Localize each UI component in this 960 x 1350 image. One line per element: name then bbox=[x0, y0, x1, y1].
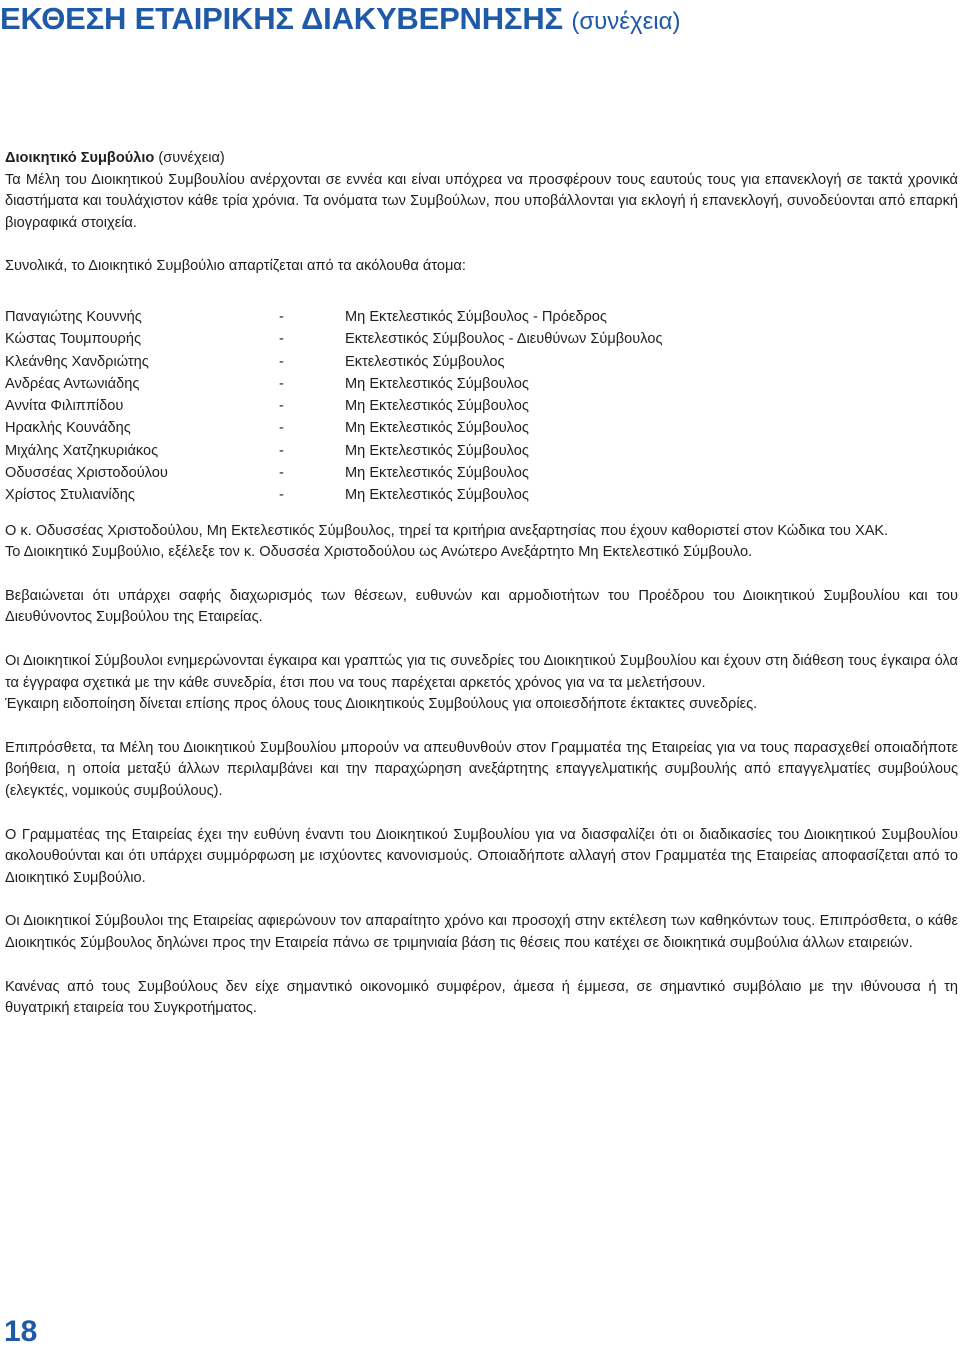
section-heading-suffix: (συνέχεια) bbox=[158, 150, 225, 166]
board-members-list bbox=[5, 306, 958, 507]
member-role: Μη Εκτελεστικός Σύμβουλος bbox=[345, 442, 529, 459]
board-member-row bbox=[5, 373, 958, 395]
member-name: Αννίτα Φιλιππίδου bbox=[5, 398, 124, 415]
member-name: Οδυσσέας Χριστοδούλου bbox=[5, 465, 168, 482]
member-dash: - bbox=[279, 353, 284, 370]
section-heading-text: Διοικητικό Συμβούλιο bbox=[5, 150, 155, 166]
member-name: Κλεάνθης Χανδριώτης bbox=[5, 353, 149, 370]
board-member-row bbox=[5, 417, 958, 439]
paragraph-independence bbox=[5, 521, 958, 564]
member-dash: - bbox=[279, 398, 284, 415]
member-role: Μη Εκτελεστικός Σύμβουλος bbox=[345, 487, 529, 504]
paragraph-board-composition: Τα Μέλη του Διοικητικού Συμβουλίου ανέρχονται σε εννέα και είναι υπόχρεα να προσφέρουν τους εαυτούς τους για επανεκλογή σε τακτά χρονικά διαστήματα και τουλάχιστον κάθε τρία χρόνια. Τα ονόματα των Συμβούλων, που υποβάλλονται για εκλογή ή επανεκλογή, συνοδεύονται από επαρκή βιογραφικά στοιχεία. bbox=[5, 171, 958, 231]
paragraph-separation-of-roles: Βεβαιώνεται ότι υπάρχει σαφής διαχωρισμός των θέσεων, ευθυνών και αρμοδιοτήτων του Προέδρου του Διοικητικού Συμβουλίου και του Διευθύνοντος Συμβούλου της Εταιρείας. bbox=[5, 587, 958, 626]
paragraph-members-intro: Συνολικά, το Διοικητικό Συμβούλιο απαρτίζεται από τα ακόλουθα άτομα: bbox=[5, 258, 466, 275]
member-role: Μη Εκτελεστικός Σύμβουλος bbox=[345, 420, 529, 437]
page-title-text: ΕΚΘΕΣΗ ΕΤΑΙΡΙΚΗΣ ΔΙΑΚΥΒΕΡΝΗΣΗΣ bbox=[0, 1, 563, 36]
page-number: 18 bbox=[4, 1315, 38, 1348]
member-name: Ηρακλής Κουνάδης bbox=[5, 420, 131, 437]
section-heading bbox=[5, 148, 958, 170]
paragraph-independence-line2: Το Διοικητικό Συμβούλιο, εξέλεξε τον κ. Οδυσσέα Χριστοδούλου ως Ανώτερο Ανεξάρτητο Μη Εκτελεστικό Σύμβουλο. bbox=[5, 544, 753, 561]
board-member-row bbox=[5, 328, 958, 350]
member-dash: - bbox=[279, 487, 284, 504]
paragraph-meetings-part1: Οι Διοικητικοί Σύμβουλοι ενημερώνονται έγκαιρα και γραπτώς για τις συνεδρίες του Διοικητικού Συμβουλίου και έχουν στη διάθεση τους έγκαιρα όλα τα έγγραφα σχετικά με την κάθε συνεδρία, έτσι που να τους παρέχεται αρκετός χρόνος για να τα μελετήσουν. bbox=[5, 653, 958, 691]
member-role: Εκτελεστικός Σύμβουλος - Διευθύνων Σύμβουλος bbox=[345, 331, 663, 348]
member-name: Κώστας Τουμπουρής bbox=[5, 331, 142, 348]
member-dash: - bbox=[279, 375, 284, 392]
member-role: Μη Εκτελεστικός Σύμβουλος - Πρόεδρος bbox=[345, 308, 607, 325]
board-member-row bbox=[5, 306, 958, 328]
paragraph-meetings bbox=[5, 651, 958, 716]
member-name: Παναγιώτης Κουννής bbox=[5, 308, 142, 325]
member-dash: - bbox=[279, 442, 284, 459]
member-name: Χρίστος Στυλιανίδης bbox=[5, 487, 135, 504]
paragraph-time-commitment: Οι Διοικητικοί Σύμβουλοι της Εταιρείας αφιερώνουν τον απαραίτητο χρόνο και προσοχή στην εκτέλεση των καθηκόντων τους. Επιπρόσθετα, ο κάθε Διοικητικός Σύμβουλος δηλώνει προς την Εταιρεία πάνω σε τριμηνιαία βάση τις θέσεις που κατέχει σε διοικητικά συμβούλια άλλων εταιρειών. bbox=[5, 913, 958, 951]
board-member-row bbox=[5, 395, 958, 417]
paragraph-meetings-part2: Έγκαιρη ειδοποίηση δίνεται επίσης προς όλους τους Διοικητικούς Συμβούλους για οποιεσδήποτε έκτακτες συνεδρίες. bbox=[5, 696, 758, 713]
member-role: Μη Εκτελεστικός Σύμβουλος bbox=[345, 398, 529, 415]
page-title bbox=[0, 0, 680, 41]
member-role: Εκτελεστικός Σύμβουλος bbox=[345, 353, 505, 370]
document-body bbox=[5, 148, 958, 1020]
member-dash: - bbox=[279, 308, 284, 325]
member-dash: - bbox=[279, 331, 284, 348]
member-role: Μη Εκτελεστικός Σύμβουλος bbox=[345, 465, 529, 482]
member-role: Μη Εκτελεστικός Σύμβουλος bbox=[345, 375, 529, 392]
paragraph-conflict-of-interest: Κανένας από τους Συμβούλους δεν είχε σημαντικό οικονομικό συμφέρον, άμεσα ή έμμεσα, σε σημαντικό συμβόλαιο με την ιθύνουσα ή τη θυγατρική εταιρεία του Συγκροτήματος. bbox=[5, 978, 958, 1017]
member-name: Ανδρέας Αντωνιάδης bbox=[5, 375, 140, 392]
paragraph-independence-line1: Ο κ. Οδυσσέας Χριστοδούλου, Μη Εκτελεστικός Σύμβουλος, τηρεί τα κριτήρια ανεξαρτησίας που έχουν καθοριστεί στον Κώδικα του ΧΑΚ. bbox=[5, 522, 889, 539]
board-member-row bbox=[5, 440, 958, 462]
paragraph-secretary-responsibility: Ο Γραμματέας της Εταιρείας έχει την ευθύνη έναντι του Διοικητικού Συμβουλίου για να διασφαλίζει ότι οι διαδικασίες του Διοικητικού Συμβουλίου ακολουθούνται και ότι υπάρχει συμμόρφωση με ισχύοντες κανονισμούς. Οποιαδήποτε αλλαγή στον Γραμματέα της Εταιρείας αποφασίζεται από το Διοικητικό Συμβούλιο. bbox=[5, 826, 958, 886]
member-dash: - bbox=[279, 420, 284, 437]
paragraph-secretary-assistance: Επιπρόσθετα, τα Μέλη του Διοικητικού Συμβουλίου μπορούν να απευθυνθούν στον Γραμματέα της Εταιρείας για να τους παρασχεθεί οποιαδήποτε βοήθεια, η οποία μεταξύ άλλων περιλαμβάνει και την παραχώρηση ανεξάρτητης επαγγελματικής συμβουλής από επαγγελματίες συμβούλους (ελεγκτές, νομικούς συμβούλους). bbox=[5, 739, 958, 799]
member-name: Μιχάλης Χατζηκυριάκος bbox=[5, 442, 159, 459]
board-member-row bbox=[5, 484, 958, 506]
board-member-row bbox=[5, 462, 958, 484]
page-title-suffix: (συνέχεια) bbox=[571, 8, 681, 35]
board-member-row bbox=[5, 351, 958, 373]
member-dash: - bbox=[279, 465, 284, 482]
